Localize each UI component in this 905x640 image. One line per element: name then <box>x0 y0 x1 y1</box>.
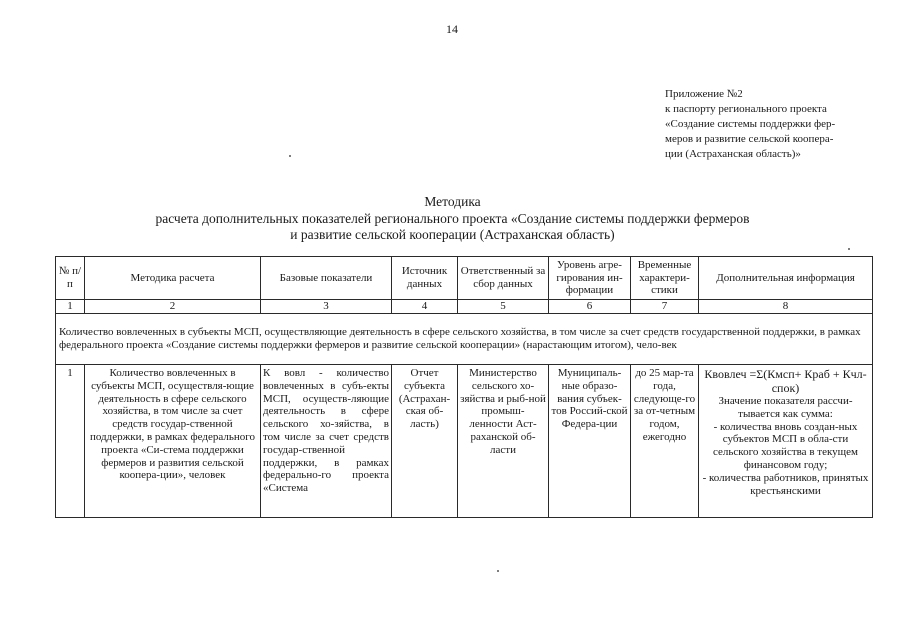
timing-cell: до 25 мар-та года, следующе-го за от-четным годом, ежегодно <box>631 365 699 518</box>
info-cell <box>699 365 873 518</box>
column-number: 3 <box>261 300 392 314</box>
source-cell: Отчет субъекта (Астрахан-ская об-ласть) <box>392 365 458 518</box>
appendix-line: Приложение №2 <box>665 88 743 100</box>
header-cell-num: № п/п <box>56 257 85 300</box>
column-number: 6 <box>549 300 631 314</box>
title-line-3: и развитие сельской кооперации (Астраханская область) <box>290 227 615 242</box>
column-number: 7 <box>631 300 699 314</box>
section-row <box>56 314 873 365</box>
appendix-line: ции (Астраханская область)» <box>665 148 801 160</box>
row-number: 1 <box>56 365 85 518</box>
appendix-note <box>665 87 880 162</box>
appendix-line: к паспорту регионального проекта <box>665 103 827 115</box>
responsible-cell: Министерство сельского хо-зяйства и рыб-ной промыш-ленности Аст-раханской об-ласти <box>458 365 549 518</box>
column-number: 2 <box>85 300 261 314</box>
column-number: 8 <box>699 300 873 314</box>
column-number-row <box>56 300 873 314</box>
header-cell-responsible: Ответственный за сбор данных <box>458 257 549 300</box>
appendix-line: «Создание системы поддержки фер- <box>665 118 836 130</box>
header-cell-level: Уровень агре-гирования ин-формации <box>549 257 631 300</box>
title-line-1: Методика <box>424 194 481 209</box>
header-cell-method: Методика расчета <box>85 257 261 300</box>
level-cell: Муниципаль-ные образо-вания субъек-тов Россий-ской Федера-ции <box>549 365 631 518</box>
document-title <box>0 194 905 244</box>
section-heading: Количество вовлеченных в субъекты МСП, осуществляющие деятельность в сфере сельского хозяйства, в том числе за счет средств государственной поддержки, в рамках федерального проекта «Создание системы поддержки фермеров и развитие сельской кооперации» (нарастающим итогом), чело-век <box>56 314 873 365</box>
title-line-2: расчета дополнительных показателей регионального проекта «Создание системы поддержки фермеров <box>155 210 750 226</box>
method-cell: Количество вовлеченных в субъекты МСП, осуществля-ющие деятельность в сфере сельского хозяйства, в том числе за счет средств государ-ственной поддержки, в рамках федерального проекта «Си-стема поддержки фермеров и развития сельской коопера-ции», человек <box>85 365 261 518</box>
header-cell-info: Дополнительная информация <box>699 257 873 300</box>
scan-speck <box>848 248 850 250</box>
column-number: 4 <box>392 300 458 314</box>
formula: Квовлеч =Σ(Кмсп+ Краб + Кчл-спок) <box>704 367 867 395</box>
info-line: Значение показателя рассчи-тывается как сумма: <box>718 395 853 420</box>
scan-speck <box>289 155 291 157</box>
info-line: - количества вновь создан-ных субъектов МСП в обла-сти сельского хозяйства в текущем финансовом году; <box>713 420 858 471</box>
page-number: 14 <box>446 22 458 36</box>
header-cell-timing: Временные характери-стики <box>631 257 699 300</box>
header-cell-source: Источник данных <box>392 257 458 300</box>
methodology-table <box>55 256 873 518</box>
appendix-line: меров и развитие сельской коопера- <box>665 133 834 145</box>
column-number: 5 <box>458 300 549 314</box>
table-header-row <box>56 257 873 300</box>
table-row <box>56 365 873 518</box>
info-line: - количества работников, принятых крестьянскими <box>702 471 869 497</box>
base-indicators-cell: К вовл - количество вовлеченных в субъ-екты МСП, осуществ-ляющие деятельность в сфере сельского хо-зяйства, в том числе за счет средств государ-ственной поддержки, в рамках федерально-го проекта «Система <box>261 365 392 518</box>
scan-speck <box>497 570 499 572</box>
column-number: 1 <box>56 300 85 314</box>
header-cell-base: Базовые показатели <box>261 257 392 300</box>
